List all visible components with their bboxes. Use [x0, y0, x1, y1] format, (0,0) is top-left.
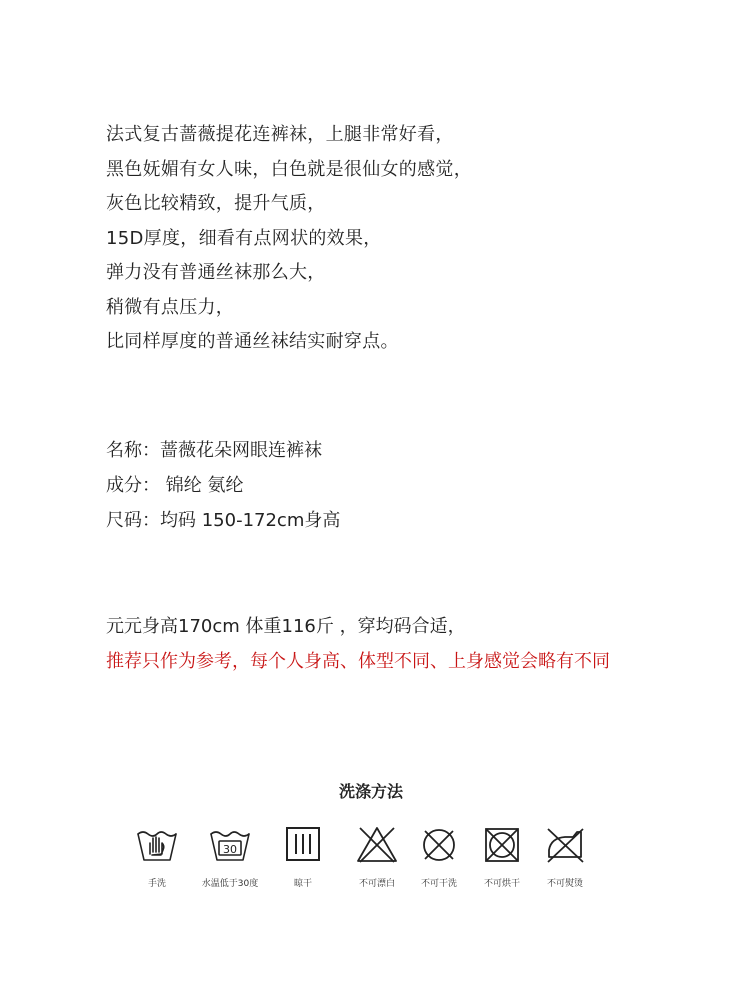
- care-label: 不可干洗: [420, 879, 457, 889]
- washing-title: 洗涤方法: [338, 782, 403, 801]
- care-item-line-dry: [263, 824, 343, 889]
- spec-name: 名称：蔷薇花朵网眼连裤袜: [106, 440, 322, 461]
- description-line: 稍微有点压力，: [106, 296, 235, 318]
- description-line: 黑色妩媚有女人味，白色就是很仙女的感觉，: [106, 158, 472, 180]
- product-description: [106, 118, 472, 360]
- hand-wash-icon: [135, 824, 179, 864]
- model-fit-text: 元元身高170cm 体重116斤 ，穿均码合适，: [106, 616, 466, 637]
- description-line: 灰色比较精致，提升气质，: [106, 193, 326, 214]
- product-specs: [106, 433, 340, 538]
- wash-temp-text: 30: [223, 843, 237, 856]
- no-dry-clean-icon: [417, 824, 461, 864]
- care-label: 水温低于30度: [201, 879, 259, 889]
- line-dry-icon: [281, 824, 325, 864]
- care-instructions: [0, 824, 750, 894]
- description-line: 比同样厚度的普通丝袜结实耐穿点。: [106, 331, 399, 352]
- fit-disclaimer: 推荐只作为参考，每个人身高、体型不同、上身感觉会略有不同: [106, 651, 610, 672]
- description-line: 法式复古蔷薇提花连裤袜，上腿非常好看，: [106, 124, 454, 145]
- spec-size: 尺码：均码 150-172cm身高: [106, 510, 341, 531]
- description-line: 弹力没有普通丝袜那么大，: [106, 262, 326, 283]
- description-line: 15D厚度，细看有点网状的效果，: [106, 227, 382, 249]
- care-label: 晾干: [293, 879, 312, 889]
- care-label: 不可烘干: [483, 879, 520, 889]
- care-item-wash-30: [190, 824, 270, 889]
- care-label: 不可漂白: [358, 879, 395, 889]
- no-bleach-icon: [355, 824, 399, 864]
- care-item-hand-wash: [117, 824, 197, 889]
- fit-info: [106, 609, 610, 679]
- care-item-no-iron: [525, 824, 605, 889]
- no-tumble-dry-icon: [480, 824, 524, 864]
- spec-material: 成分： 锦纶 氨纶: [106, 475, 244, 496]
- no-iron-icon: [543, 824, 587, 864]
- care-label: 手洗: [147, 879, 166, 889]
- wash-30-icon: [208, 824, 252, 864]
- care-label: 不可熨烫: [546, 879, 583, 889]
